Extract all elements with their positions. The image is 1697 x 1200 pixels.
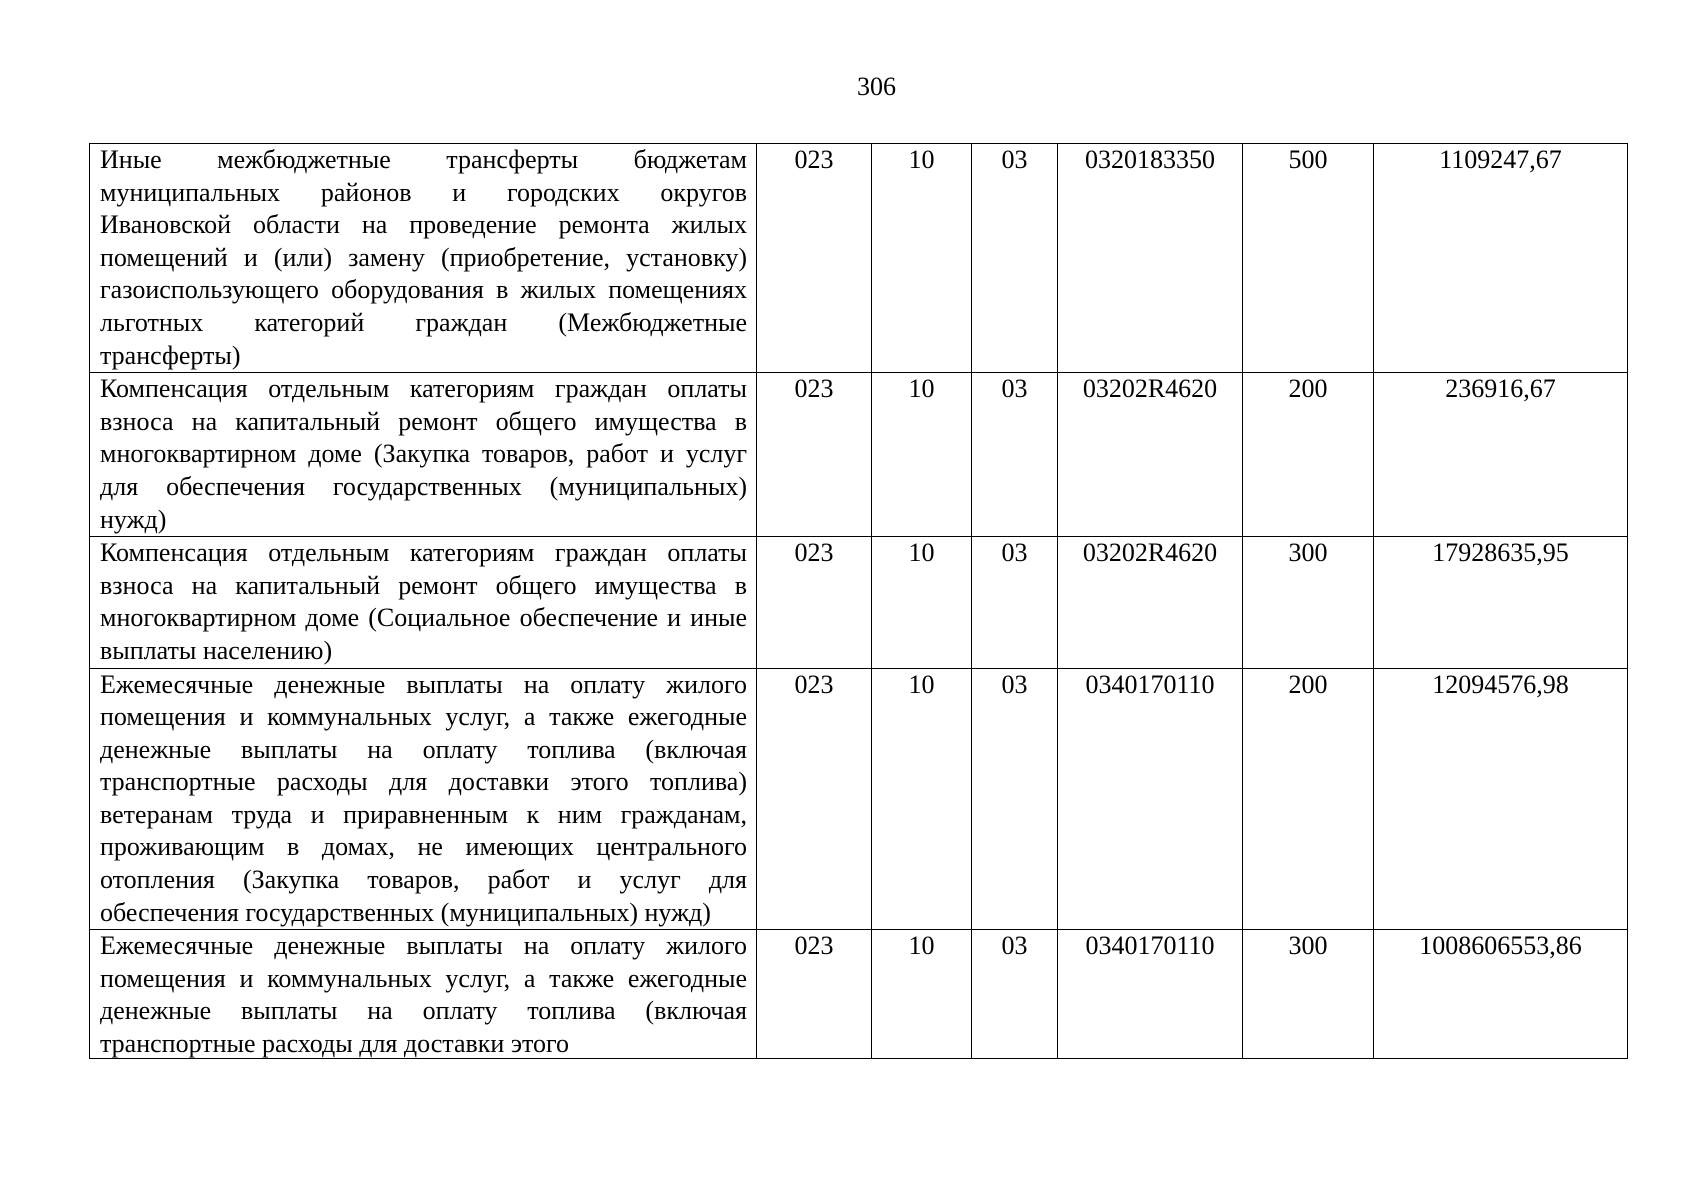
subsection-code: 03: [972, 668, 1058, 930]
table-row: [90, 537, 1628, 668]
row-description: Ежемесячные денежные выплаты на оплату жилого помещения и коммунальных услуг, а также ежегодные денежные выплаты на оплату топлива (включая транспортные расходы для доставки этого топлива) ветеранам труда и приравненным к ним гражданам, проживающим в домах, не имеющих центрального отопления (Закупка товаров, работ и услуг для обеспечения государственных (муниципальных) нужд): [90, 668, 757, 930]
expense-type-code: 300: [1243, 537, 1374, 668]
subsection-code: 03: [972, 537, 1058, 668]
table-row: [90, 144, 1628, 373]
expense-type-code: 300: [1243, 930, 1374, 1059]
amount-value: 17928635,95: [1374, 537, 1628, 668]
section-code: 10: [872, 930, 972, 1059]
ministry-code: 023: [757, 930, 872, 1059]
table-row: [90, 930, 1628, 1059]
expense-type-code: 200: [1243, 668, 1374, 930]
expense-type-code: 200: [1243, 373, 1374, 537]
expense-type-code: 500: [1243, 144, 1374, 373]
amount-value: 1008606553,86: [1374, 930, 1628, 1059]
section-code: 10: [872, 144, 972, 373]
page-number: 306: [857, 72, 896, 101]
budget-table: [89, 143, 1628, 1059]
target-article-code: 0340170110: [1058, 930, 1243, 1059]
target-article-code: 0320183350: [1058, 144, 1243, 373]
subsection-code: 03: [972, 144, 1058, 373]
table-row: [90, 668, 1628, 930]
amount-value: 12094576,98: [1374, 668, 1628, 930]
section-code: 10: [872, 668, 972, 930]
subsection-code: 03: [972, 930, 1058, 1059]
ministry-code: 023: [757, 668, 872, 930]
row-description: Компенсация отдельным категориям граждан оплаты взноса на капитальный ремонт общего имущества в многоквартирном доме (Закупка товаров, работ и услуг для обеспечения государственных (муниципальных) нужд): [90, 373, 757, 537]
section-code: 10: [872, 537, 972, 668]
amount-value: 1109247,67: [1374, 144, 1628, 373]
row-description-text: Ежемесячные денежные выплаты на оплату жилого помещения и коммунальных услуг, а также ежегодные денежные выплаты на оплату топлива (включая транспортные расходы для доставки этого: [100, 931, 747, 1059]
section-code: 10: [872, 373, 972, 537]
ministry-code: 023: [757, 144, 872, 373]
row-description: Компенсация отдельным категориям граждан оплаты взноса на капитальный ремонт общего имущества в многоквартирном доме (Социальное обеспечение и иные выплаты населению): [90, 537, 757, 668]
ministry-code: 023: [757, 373, 872, 537]
row-description: [90, 930, 757, 1059]
amount-value: 236916,67: [1374, 373, 1628, 537]
table-row: [90, 373, 1628, 537]
target-article-code: 03202R4620: [1058, 373, 1243, 537]
subsection-code: 03: [972, 373, 1058, 537]
ministry-code: 023: [757, 537, 872, 668]
target-article-code: 03202R4620: [1058, 537, 1243, 668]
row-description: Иные межбюджетные трансферты бюджетам муниципальных районов и городских округов Ивановской области на проведение ремонта жилых помещений и (или) замену (приобретение, установку) газоиспользующего оборудования в жилых помещениях льготных категорий граждан (Межбюджетные трансферты): [90, 144, 757, 373]
target-article-code: 0340170110: [1058, 668, 1243, 930]
